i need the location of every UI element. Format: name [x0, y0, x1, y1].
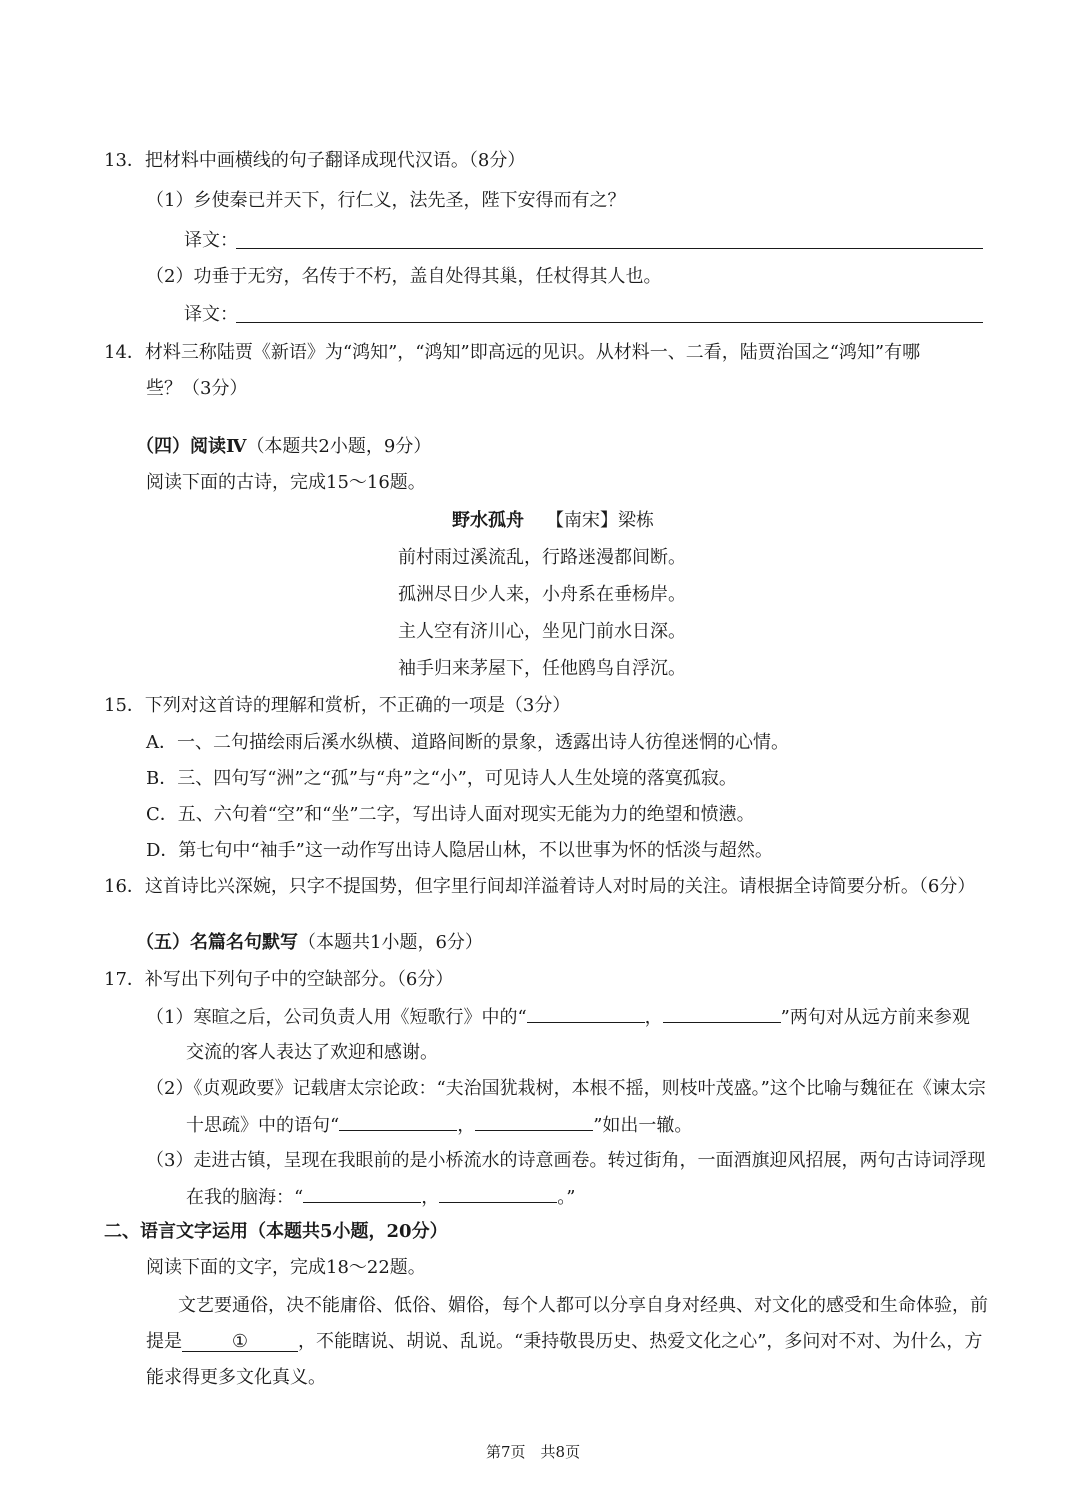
- q17-item-2-line-1: （2）《贞观政要》记载唐太宗论政：“夫治国犹栽树，本根不摇，则枝叶茂盛。”这个比喻与魏征在《谏太宗: [146, 1078, 986, 1099]
- q17-item-1-line-2: 交流的客人表达了欢迎和感谢。: [186, 1042, 438, 1063]
- q17-item-3-line-2: [186, 1184, 575, 1211]
- q17-item-3-text-b: 在我的脑海：“: [186, 1187, 304, 1208]
- q17-item-1-text-a: （1）寒暄之后，公司负责人用《短歌行》中的“: [146, 1007, 527, 1028]
- q14-line-2: 些？（3分）: [146, 378, 248, 399]
- q17-item-3-text-c: 。”: [557, 1187, 576, 1208]
- q17-blank-4[interactable]: [475, 1112, 593, 1131]
- passage-line-1: 文艺要通俗，决不能庸俗、低俗、媚俗，每个人都可以分享自身对经典、对文化的感受和生命体验，前: [178, 1295, 988, 1316]
- poem-author: 【南宋】梁栋: [546, 510, 654, 531]
- q17-blank-5[interactable]: [303, 1184, 421, 1203]
- passage-line-2: [146, 1329, 982, 1355]
- q17-blank-2[interactable]: [663, 1004, 781, 1023]
- section-5-heading: [136, 930, 483, 956]
- poem-line-2: 孤洲尽日少人来，小舟系在垂杨岸。: [398, 584, 686, 605]
- q17-item-2-text-c: ”如出一辙。: [593, 1115, 693, 1136]
- q15-option-a[interactable]: A．一、二句描绘雨后溪水纵横、道路间断的景象，透露出诗人彷徨迷惘的心情。: [146, 732, 789, 753]
- q15-option-b[interactable]: B．三、四句写“洲”之“孤”与“舟”之“小”，可见诗人人生处境的落寞孤寂。: [146, 768, 737, 789]
- q17-blank-3[interactable]: [339, 1112, 457, 1131]
- poem-line-3: 主人空有济川心，坐见门前水日深。: [398, 621, 686, 642]
- poem-line-1: 前村雨过溪流乱，行路迷漫都间断。: [398, 547, 686, 568]
- q13-answer-label-2: 译文：: [184, 304, 238, 325]
- passage-line-3: 能求得更多文化真义。: [146, 1367, 326, 1388]
- q15-option-c[interactable]: C．五、六句着“空”和“坐”二字，写出诗人面对现实无能为力的绝望和愤懑。: [146, 804, 755, 825]
- q17-item-1-line-1: [146, 1004, 970, 1031]
- q16-stem: 16．这首诗比兴深婉，只字不提国势，但字里行间却洋溢着诗人对时局的关注。请根据全诗简要分析。（6分）: [104, 876, 976, 897]
- part-2-heading: 二、语言文字运用（本题共5小题，20分）: [104, 1221, 448, 1242]
- section-4-heading: [136, 434, 431, 460]
- q17-item-2-text-b: 十思疏》中的语句“: [186, 1115, 340, 1136]
- poem-line-4: 袖手归来茅屋下，任他鸥鸟自浮沉。: [398, 658, 686, 679]
- q17-item-1-text-b: ”两句对从远方前来参观: [780, 1007, 970, 1028]
- passage-line-2-text-b: ，不能瞎说、胡说、乱说。“秉持敬畏历史、热爱文化之心”，多问对不对、为什么，方: [298, 1331, 983, 1352]
- q17-blank-6[interactable]: [439, 1184, 557, 1203]
- passage-line-2-text-a: 提是: [146, 1331, 182, 1352]
- passage-blank-1[interactable]: [182, 1329, 298, 1352]
- section-4-instruction: 阅读下面的古诗，完成15～16题。: [146, 472, 426, 493]
- q17-stem: 17．补写出下列句子中的空缺部分。（6分）: [104, 969, 454, 990]
- q17-item-2-line-2: [186, 1112, 692, 1139]
- q13-sentence-2: （2）功垂于无穷，名传于不朽，盖自处得其巢，任杖得其人也。: [146, 266, 662, 287]
- passage-blank-1-mark: ①: [231, 1331, 249, 1352]
- q15-option-d[interactable]: D．第七句中“袖手”这一动作写出诗人隐居山林，不以世事为怀的恬淡与超然。: [146, 840, 773, 861]
- q17-item-1-sep: ，: [644, 1007, 663, 1028]
- q13-answer-line-1[interactable]: [236, 248, 983, 249]
- q17-item-3-sep: ，: [421, 1187, 440, 1208]
- q17-item-3-line-1: （3）走进古镇，呈现在我眼前的是小桥流水的诗意画卷。转过街角，一面酒旗迎风招展，两句古诗词浮现: [146, 1150, 986, 1171]
- q13-stem: 13．把材料中画横线的句子翻译成现代汉语。（8分）: [104, 150, 526, 171]
- page-footer: 第7页 共8页: [486, 1443, 581, 1461]
- q13-sentence-1: （1）乡使秦已并天下，行仁义，法先圣，陛下安得而有之？: [146, 190, 626, 211]
- section-4-heading-rest: （本题共2小题，9分）: [246, 436, 432, 457]
- q13-answer-line-2[interactable]: [236, 322, 983, 323]
- part-2-instruction: 阅读下面的文字，完成18～22题。: [146, 1257, 426, 1278]
- poem-title: 野水孤舟: [452, 510, 524, 531]
- section-5-heading-bold: （五）名篇名句默写: [136, 932, 298, 953]
- section-4-heading-bold: （四）阅读Ⅳ: [136, 436, 247, 457]
- poem-title-row: [452, 508, 654, 534]
- q17-blank-1[interactable]: [527, 1004, 645, 1023]
- q13-answer-label-1: 译文：: [184, 230, 238, 251]
- q14-line-1: 14．材料三称陆贾《新语》为“鸿知”，“鸿知”即高远的见识。从材料一、二看，陆贾治国之“鸿知”有哪: [104, 342, 921, 363]
- q15-stem: 15．下列对这首诗的理解和赏析，不正确的一项是（3分）: [104, 695, 571, 716]
- section-5-heading-rest: （本题共1小题，6分）: [298, 932, 483, 953]
- q17-item-2-sep: ，: [457, 1115, 476, 1136]
